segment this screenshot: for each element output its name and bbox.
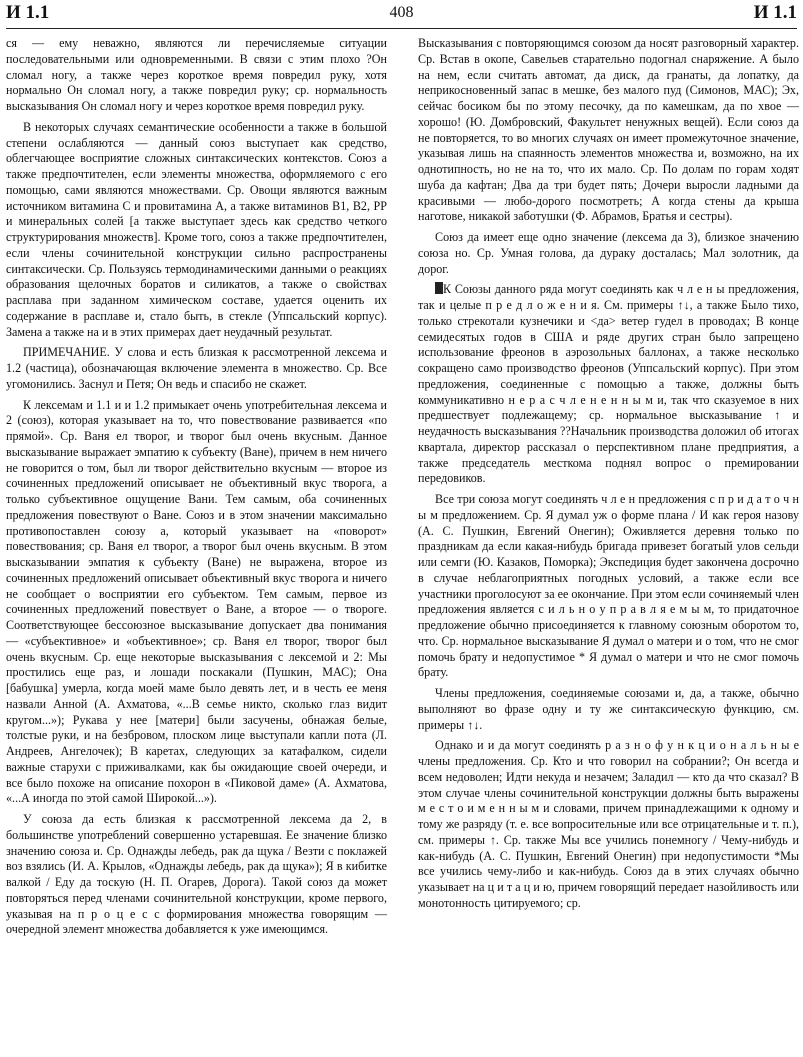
page-header <box>6 2 797 24</box>
header-left-label: И 1.1 <box>6 2 50 23</box>
section-marker-square-icon <box>435 282 443 294</box>
header-right-label: И 1.1 <box>753 2 797 23</box>
left-paragraph-4: К лексемам и 1.1 и и 1.2 примыкает очень употребительная лексема и 2 (союз), которая указывает на то, что повествование развивается «по прямой». Ср. Ваня ел творог, и творог был очень вкусным. Данное высказывание выражает эмпатию к субъекту (Ване), причем в нем ничего не говорится о том, был ли творог действительно вкусным — второе из сочиненных предложений описывает не объективный вкус творога, а только субъективное ощущение Вани. Тем самым, оба сочиненных предложения повествуют о Ване. Союз и в этом значении максимально противопоставлен союзу а, который указывает на «поворот» повествования; ср. Ваня ел творог, а творог был очень вкусным. В этом высказывании эмпатия к субъекту (Ване) не выражена, второе из сочиненных предложений описывает объективный вкус творога и ничего не сообщает о восприятии его субъектом. Тем самым, первое из сочиненных предложений повествует о Ване, а второе — о твороге. Соответствующее бессоюзное высказывание допускает два понимания — «субъективное» и «объективное»; ср. Ваня ел творог, творог был очень вкусным. Ср. еще некоторые высказывания с лексемой и 2: Мы простились еще раз, и лошади поскакали (Пушкин, МАС); Она [бабушка] умерла, когда моей маме было девять лет, и в честь ее меня назвали Анной (А. Ахматова, «...В семье никто, сколько глаз видит кругом...»); Рукава у нее [матери] были засучены, обнажая белые, толстые руки, и на безбровом, плоском лице выступали капли пота (Л. Андреев, Ангелочек); В каретах, следующих за катафалком, сидели важные старухи с приживалками, как бы ожидающие своей очереди, и все было похоже на описание похорон в «Пиковой даме» (А. Ахматова, «...А иногда по этой самой Широкой...»). <box>6 397 387 806</box>
left-column <box>6 36 387 938</box>
left-paragraph-1: ся — ему неважно, являются ли перечисляемые ситуации последовательными или одновременными. В связи с этим плохо ?Он сломал ногу, а также через короткое время повредил руку, хотя нормально Он сломал ногу, а также повредил руку; ср. нормальность высказывания Он сломал ногу и через короткое время повредил руку. <box>6 36 387 113</box>
right-paragraph-4: Все три союза могут соединять ч л е н предложения с п р и д а т о ч н ы м предложением. Ср. Я думал уж о форме плана / И как героя назову (А. С. Пушкин, Евгений Онегин); Оживляется деревня только по праздникам да если какая-нибудь бригада привезет богатый улов сельди или семги (Ю. Казаков, Поморка); Экспедиция будет закончена досрочно в случае неблагоприятных погодных условий, а также если все участники проголосуют за ее окончание. При этом если сочиняемый член предложения является с и л ь н о у п р а в л я е м ы м, то придаточное предложение обычно присоединяется к главному союзным оборотом то, что. Ср. нормальное высказывание Я думал о матери и о том, что не смог помочь брату и недопустимое * Я думал о матери и что не смог помочь брату. <box>418 492 799 680</box>
header-rule <box>6 28 797 29</box>
page-number: 408 <box>389 4 414 21</box>
right-paragraph-section-k <box>418 282 799 487</box>
right-paragraph-5: Члены предложения, соединяемые союзами и, да, а также, обычно выполняют во фразе одну и ту же синтаксическую функцию, см. примеры ↑↓. <box>418 686 799 732</box>
left-paragraph-note: ПРИМЕЧАНИЕ. У слова и есть близкая к рассмотренной лексема и 1.2 (частица), обозначающая включение элемента в множество. Ср. Все угомонились. Заснул и Петя; Он ведь и спасибо не скажет. <box>6 345 387 391</box>
right-column <box>418 36 799 912</box>
left-paragraph-5: У союза да есть близкая к рассмотренной лексема да 2, в большинстве употреблений совершенно устаревшая. Ее значение близко значению союза и. Ср. Однажды лебедь, рак да щука / Везти с поклажей воз взялись (И. А. Крылов, «Однажды лебедь, рак да щука»); Я в кибитке валкой / Еду да тоскую (Н. П. Огарев, Дорога). Такой союз да может повторяться перед членами сочинительной конструкции, кроме первого, указывая на п р о ц е с с формирования множества говорящим — очередной элемент множества добавляется к уже имеющимся. <box>6 812 387 937</box>
section-k-text: К Союзы данного ряда могут соединять как ч л е н ы предложения, так и целые п р е д л о ж е н и я. См. примеры ↑↓, а также Было тихо, только стрекотали кузнечики и <да> ветер гудел в проводах; В конце семидесятых годов в США и ряде других стран было запрещено использование фреонов в аэрозольных баллонах, а также несколько сокращено само производство фреонов (Уппсальский корпус). При этом предложения, соединенные с помощью а также, должны быть коммуникативно н е р а с ч л е н е н н ы м и, так что сказуемое в них предшествует подлежащему; ср. нормальное высказывание ↑ и неудачность высказывания ??Начальник производства доложил об итогах квартала, директор рассказал о перспективном плане предприятия, а также председатель месткома поднял вопрос о премировании передовиков. <box>418 282 799 486</box>
right-paragraph-2: Союз да имеет еще одно значение (лексема да 3), близкое значению союза но. Ср. Умная голова, да дураку досталась; Мал золотник, да дорог. <box>418 230 799 276</box>
left-paragraph-2: В некоторых случаях семантические особенности а также в большой степени ослабляются — данный союз выступает как средство, облегчающее восприятие сложных синтаксических контекстов. Союз а также предпочтителен, если элементы множества, оформляемого с его помощью, сами являются множествами. Ср. Овощи являются важным источником витамина С и провитамина А, а также витаминов В1, В2, РР и минеральных солей [а также выступает здесь как средство четкого структурирования множеств]. Кроме того, союз а также предпочтителен, если члены сочинительной конструкции сильно распространены синтаксически. Ср. Пользуясь термодинамическими данными о реакциях образования щелочных боратов и силикатов, а также о свойствах расплава при заданном химическом составе, удается оценить их содержание в расплаве и, стало быть, в стекле (Уппсальский корпус). Замена а также на и в этих примерах дает неудачный результат. <box>6 119 387 339</box>
right-paragraph-1: Высказывания с повторяющимся союзом да носят разговорный характер. Ср. Встав в окопе, Савельев старательно подогнал снаряжение. А было на нем, если считать автомат, да диск, да гранаты, да лопатку, да неприкосновенный запас в мешке, без малого пуд (Симонов, МАС); Эх, сейчас босиком бы по этому песочку, да по камешкам, да по хвое — хорошо! (Ю. Домбровский, Факультет ненужных вещей). Если союз да не повторяется, то во многих случаях он имеет промежуточное значение, указывая лишь на спаянность элементов множества и, возможно, на их однотипность, но не на то, что их мало. Ср. По долам по горам ходят шуба да кафтан; Два да три будет пять; Дочери выросли ладными да красивыми — любо-дорого посмотреть; А когда стены да крыша наготове, никакой заботушки (Ф. Абрамов, Братья и сестры). <box>418 36 799 224</box>
right-paragraph-6: Однако и и да могут соединять р а з н о ф у н к ц и о н а л ь н ы е члены предложения. Ср. Кто и что говорил на собрании?; Он всегда и всем недоволен; Идти некуда и незачем; Заладил — кто да что сказал? В этом случае члены сочинительной конструкции должны быть выражены м е с т о и м е н н ы м и словами, причем принадлежащими к одному и тому же разряду (т. е. все вопросительные или все отрицательные и т. п.), см. примеры ↑. Ср. также Мы все учились понемногу / Чему-нибудь и как-нибудь (А. С. Пушкин, Евгений Онегин) при недопустимости *Мы все учились чему-либо и как-нибудь. Союз да в этих случаях обычно указывает на ц и т а ц и ю, причем говорящий передает назойливость или монотонность цитируемого; ср. <box>418 738 799 910</box>
